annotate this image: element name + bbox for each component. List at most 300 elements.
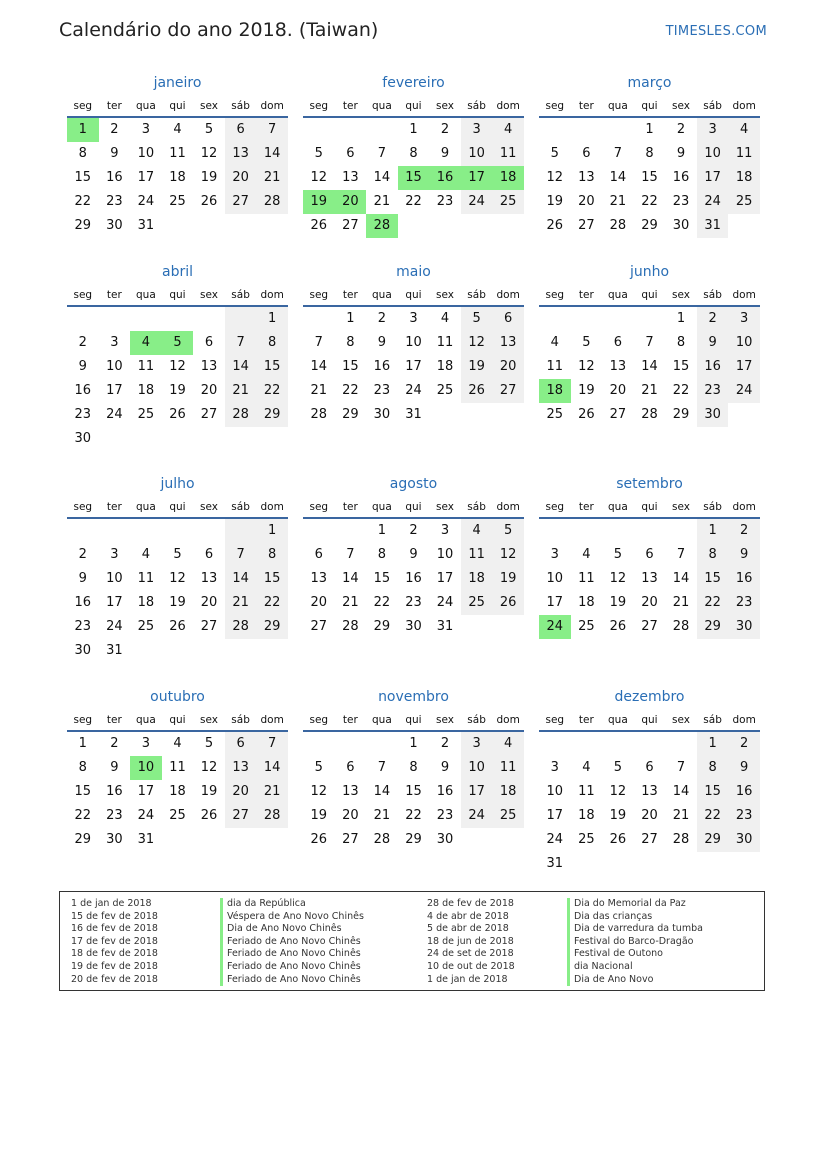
day-cell[interactable]: 11 — [169, 146, 186, 161]
day-cell[interactable]: 24 — [546, 832, 564, 847]
day-cell[interactable]: 4 — [728, 118, 760, 142]
day-cell[interactable]: 17 — [436, 571, 454, 586]
day-cell[interactable]: 4 — [461, 519, 493, 543]
day-cell[interactable]: 18 — [436, 359, 454, 374]
day-cell[interactable]: 23 — [373, 383, 391, 398]
day-cell[interactable]: 18 — [492, 780, 524, 804]
day-cell[interactable]: 13 — [641, 571, 658, 586]
day-cell[interactable]: 7 — [676, 760, 686, 775]
day-cell[interactable]: 2 — [728, 732, 760, 756]
day-cell[interactable]: 26 — [310, 832, 328, 847]
day-cell[interactable]: 9 — [110, 146, 119, 161]
day-cell[interactable]: 7 — [613, 146, 623, 161]
day-cell[interactable]: 12 — [200, 146, 218, 161]
day-cell[interactable]: 14 — [256, 142, 288, 166]
day-cell[interactable]: 12 — [578, 359, 595, 374]
day-cell[interactable]: 12 — [609, 784, 627, 799]
day-cell[interactable]: 17 — [546, 595, 564, 610]
day-cell[interactable]: 21 — [609, 194, 627, 209]
day-cell[interactable]: 27 — [641, 832, 658, 847]
day-cell[interactable]: 19 — [546, 194, 564, 209]
day-cell[interactable]: 3 — [461, 118, 493, 142]
day-cell[interactable]: 18 — [492, 166, 524, 190]
day-cell[interactable]: 21 — [641, 383, 658, 398]
day-cell[interactable]: 25 — [169, 194, 186, 209]
day-cell[interactable]: 26 — [609, 619, 627, 634]
day-cell[interactable]: 19 — [169, 383, 186, 398]
day-cell[interactable]: 22 — [672, 383, 690, 398]
day-cell[interactable]: 16 — [405, 571, 422, 586]
day-cell[interactable]: 20 — [342, 808, 359, 823]
day-cell[interactable]: 26 — [578, 407, 595, 422]
day-cell[interactable]: 5 — [204, 736, 214, 751]
day-cell[interactable]: 10 — [697, 142, 729, 166]
day-cell[interactable]: 15 — [74, 170, 92, 185]
day-cell[interactable]: 22 — [697, 804, 729, 828]
day-cell[interactable]: 13 — [641, 784, 658, 799]
day-cell[interactable]: 5 — [314, 146, 323, 161]
day-cell[interactable]: 22 — [256, 379, 288, 403]
day-cell[interactable]: 6 — [582, 146, 591, 161]
day-cell[interactable]: 11 — [461, 543, 493, 567]
day-cell[interactable]: 31 — [137, 832, 155, 847]
day-cell[interactable]: 26 — [200, 194, 218, 209]
day-cell[interactable]: 29 — [405, 832, 422, 847]
day-cell[interactable]: 20 — [310, 595, 328, 610]
day-cell[interactable]: 3 — [728, 307, 760, 331]
day-cell[interactable]: 25 — [546, 407, 564, 422]
day-cell[interactable]: 28 — [609, 218, 627, 233]
day-cell[interactable]: 16 — [728, 567, 760, 591]
day-cell[interactable]: 28 — [641, 407, 658, 422]
day-cell[interactable]: 15 — [74, 784, 92, 799]
day-cell[interactable]: 29 — [342, 407, 359, 422]
day-cell[interactable]: 6 — [225, 118, 257, 142]
day-cell[interactable]: 6 — [645, 547, 654, 562]
day-cell[interactable]: 13 — [310, 571, 328, 586]
day-cell[interactable]: 22 — [74, 194, 92, 209]
day-cell[interactable]: 1 — [409, 122, 418, 137]
day-cell[interactable]: 3 — [110, 547, 119, 562]
day-cell[interactable]: 4 — [130, 331, 162, 355]
day-cell[interactable]: 19 — [578, 383, 595, 398]
day-cell[interactable]: 30 — [672, 218, 690, 233]
day-cell[interactable]: 22 — [405, 808, 422, 823]
day-cell[interactable]: 2 — [409, 523, 418, 538]
day-cell[interactable]: 19 — [609, 595, 627, 610]
day-cell[interactable]: 27 — [225, 190, 257, 214]
day-cell[interactable]: 8 — [676, 335, 686, 350]
day-cell[interactable]: 30 — [405, 619, 422, 634]
day-cell[interactable]: 9 — [78, 571, 87, 586]
day-cell[interactable]: 23 — [436, 194, 454, 209]
day-cell[interactable]: 8 — [377, 547, 387, 562]
day-cell[interactable]: 3 — [550, 547, 559, 562]
day-cell[interactable]: 31 — [405, 407, 422, 422]
day-cell[interactable]: 27 — [641, 619, 658, 634]
day-cell[interactable]: 12 — [310, 170, 328, 185]
day-cell[interactable]: 16 — [697, 355, 729, 379]
day-cell[interactable]: 28 — [672, 619, 690, 634]
day-cell[interactable]: 7 — [314, 335, 323, 350]
day-cell[interactable]: 26 — [169, 407, 186, 422]
day-cell[interactable]: 25 — [728, 190, 760, 214]
day-cell[interactable]: 9 — [440, 760, 450, 775]
day-cell[interactable]: 7 — [256, 732, 288, 756]
day-cell[interactable]: 1 — [645, 122, 654, 137]
day-cell[interactable]: 22 — [373, 595, 391, 610]
day-cell[interactable]: 1 — [676, 311, 686, 326]
day-cell[interactable]: 9 — [78, 359, 87, 374]
day-cell[interactable]: 20 — [335, 190, 367, 214]
day-cell[interactable]: 26 — [609, 832, 627, 847]
day-cell[interactable]: 28 — [672, 832, 690, 847]
day-cell[interactable]: 31 — [106, 643, 123, 658]
day-cell[interactable]: 3 — [550, 760, 559, 775]
day-cell[interactable]: 29 — [256, 615, 288, 639]
day-cell[interactable]: 17 — [461, 780, 493, 804]
day-cell[interactable]: 13 — [609, 359, 627, 374]
day-cell[interactable]: 19 — [609, 808, 627, 823]
brand-link[interactable]: TIMESLES.COM — [665, 24, 767, 39]
day-cell[interactable]: 22 — [405, 194, 422, 209]
day-cell[interactable]: 4 — [141, 547, 151, 562]
day-cell[interactable]: 9 — [676, 146, 686, 161]
day-cell[interactable]: 7 — [676, 547, 686, 562]
day-cell[interactable]: 11 — [728, 142, 760, 166]
day-cell[interactable]: 7 — [225, 331, 257, 355]
day-cell[interactable]: 5 — [613, 547, 623, 562]
day-cell[interactable]: 16 — [74, 383, 92, 398]
day-cell[interactable]: 11 — [578, 784, 595, 799]
day-cell[interactable]: 20 — [492, 355, 524, 379]
day-cell[interactable]: 4 — [492, 118, 524, 142]
day-cell[interactable]: 2 — [110, 122, 119, 137]
day-cell[interactable]: 10 — [546, 784, 564, 799]
day-cell[interactable]: 29 — [74, 218, 92, 233]
day-cell[interactable]: 30 — [106, 218, 123, 233]
day-cell[interactable]: 3 — [440, 523, 450, 538]
day-cell[interactable]: 1 — [697, 732, 729, 756]
day-cell[interactable]: 11 — [436, 335, 454, 350]
day-cell[interactable]: 15 — [641, 170, 658, 185]
day-cell[interactable]: 2 — [377, 311, 387, 326]
day-cell[interactable]: 21 — [342, 595, 359, 610]
day-cell[interactable]: 20 — [578, 194, 595, 209]
day-cell[interactable]: 17 — [106, 595, 123, 610]
day-cell[interactable]: 1 — [78, 736, 87, 751]
day-cell[interactable]: 25 — [169, 808, 186, 823]
day-cell[interactable]: 14 — [641, 359, 658, 374]
day-cell[interactable]: 8 — [697, 756, 729, 780]
day-cell[interactable]: 3 — [697, 118, 729, 142]
day-cell[interactable]: 23 — [106, 194, 123, 209]
day-cell[interactable]: 2 — [110, 736, 119, 751]
day-cell[interactable]: 9 — [377, 335, 387, 350]
day-cell[interactable]: 20 — [641, 808, 658, 823]
day-cell[interactable]: 20 — [200, 383, 218, 398]
day-cell[interactable]: 13 — [200, 359, 218, 374]
day-cell[interactable]: 14 — [373, 170, 391, 185]
day-cell[interactable]: 24 — [728, 379, 760, 403]
day-cell[interactable]: 11 — [492, 756, 524, 780]
day-cell[interactable]: 23 — [672, 194, 690, 209]
day-cell[interactable]: 19 — [200, 784, 218, 799]
day-cell[interactable]: 24 — [436, 595, 454, 610]
day-cell[interactable]: 18 — [137, 383, 155, 398]
day-cell[interactable]: 6 — [346, 760, 355, 775]
day-cell[interactable]: 7 — [346, 547, 355, 562]
day-cell[interactable]: 30 — [728, 828, 760, 852]
day-cell[interactable]: 5 — [613, 760, 623, 775]
day-cell[interactable]: 14 — [342, 571, 359, 586]
day-cell[interactable]: 28 — [310, 407, 328, 422]
day-cell[interactable]: 26 — [200, 808, 218, 823]
day-cell[interactable]: 15 — [697, 567, 729, 591]
day-cell[interactable]: 21 — [373, 194, 391, 209]
day-cell[interactable]: 11 — [492, 142, 524, 166]
day-cell[interactable]: 4 — [492, 732, 524, 756]
day-cell[interactable]: 3 — [461, 732, 493, 756]
day-cell[interactable]: 18 — [169, 784, 186, 799]
day-cell[interactable]: 10 — [130, 756, 162, 780]
day-cell[interactable]: 23 — [405, 595, 422, 610]
day-cell[interactable]: 17 — [546, 808, 564, 823]
day-cell[interactable]: 19 — [461, 355, 493, 379]
day-cell[interactable]: 27 — [578, 218, 595, 233]
day-cell[interactable]: 18 — [461, 567, 493, 591]
day-cell[interactable]: 20 — [200, 595, 218, 610]
day-cell[interactable]: 30 — [106, 832, 123, 847]
day-cell[interactable]: 29 — [641, 218, 658, 233]
day-cell[interactable]: 17 — [106, 383, 123, 398]
day-cell[interactable]: 11 — [169, 760, 186, 775]
day-cell[interactable]: 9 — [697, 331, 729, 355]
day-cell[interactable]: 30 — [74, 431, 92, 446]
day-cell[interactable]: 21 — [373, 808, 391, 823]
day-cell[interactable]: 26 — [546, 218, 564, 233]
day-cell[interactable]: 2 — [440, 736, 450, 751]
day-cell[interactable]: 26 — [169, 619, 186, 634]
day-cell[interactable]: 1 — [256, 307, 288, 331]
day-cell[interactable]: 2 — [697, 307, 729, 331]
day-cell[interactable]: 12 — [200, 760, 218, 775]
day-cell[interactable]: 13 — [492, 331, 524, 355]
day-cell[interactable]: 10 — [728, 331, 760, 355]
day-cell[interactable]: 18 — [539, 379, 571, 403]
day-cell[interactable]: 19 — [169, 595, 186, 610]
day-cell[interactable]: 30 — [74, 643, 92, 658]
day-cell[interactable]: 15 — [373, 571, 391, 586]
day-cell[interactable]: 21 — [256, 166, 288, 190]
day-cell[interactable]: 11 — [137, 359, 155, 374]
day-cell[interactable]: 26 — [492, 591, 524, 615]
day-cell[interactable]: 8 — [78, 760, 87, 775]
day-cell[interactable]: 26 — [461, 379, 493, 403]
day-cell[interactable]: 6 — [204, 335, 214, 350]
day-cell[interactable]: 8 — [697, 543, 729, 567]
day-cell[interactable]: 16 — [106, 784, 123, 799]
day-cell[interactable]: 27 — [342, 832, 359, 847]
day-cell[interactable]: 20 — [225, 166, 257, 190]
day-cell[interactable]: 22 — [342, 383, 359, 398]
day-cell[interactable]: 12 — [546, 170, 564, 185]
day-cell[interactable]: 24 — [106, 619, 123, 634]
day-cell[interactable]: 20 — [641, 595, 658, 610]
day-cell[interactable]: 9 — [728, 756, 760, 780]
day-cell[interactable]: 6 — [492, 307, 524, 331]
day-cell[interactable]: 17 — [728, 355, 760, 379]
day-cell[interactable]: 28 — [225, 403, 257, 427]
day-cell[interactable]: 25 — [492, 190, 524, 214]
day-cell[interactable]: 15 — [398, 166, 430, 190]
day-cell[interactable]: 15 — [697, 780, 729, 804]
day-cell[interactable]: 8 — [645, 146, 654, 161]
day-cell[interactable]: 19 — [303, 190, 335, 214]
day-cell[interactable]: 12 — [169, 359, 186, 374]
day-cell[interactable]: 31 — [436, 619, 454, 634]
day-cell[interactable]: 28 — [256, 190, 288, 214]
day-cell[interactable]: 30 — [697, 403, 729, 427]
day-cell[interactable]: 7 — [225, 543, 257, 567]
day-cell[interactable]: 12 — [310, 784, 328, 799]
day-cell[interactable]: 31 — [137, 218, 155, 233]
day-cell[interactable]: 18 — [169, 170, 186, 185]
day-cell[interactable]: 1 — [67, 118, 99, 142]
day-cell[interactable]: 2 — [728, 519, 760, 543]
day-cell[interactable]: 5 — [582, 335, 591, 350]
day-cell[interactable]: 6 — [613, 335, 623, 350]
day-cell[interactable]: 4 — [550, 335, 559, 350]
day-cell[interactable]: 10 — [461, 142, 493, 166]
day-cell[interactable]: 13 — [342, 784, 359, 799]
day-cell[interactable]: 12 — [461, 331, 493, 355]
day-cell[interactable]: 11 — [578, 571, 595, 586]
day-cell[interactable]: 15 — [256, 567, 288, 591]
day-cell[interactable]: 23 — [106, 808, 123, 823]
day-cell[interactable]: 27 — [342, 218, 359, 233]
day-cell[interactable]: 11 — [546, 359, 564, 374]
day-cell[interactable]: 31 — [697, 214, 729, 238]
day-cell[interactable]: 23 — [728, 804, 760, 828]
day-cell[interactable]: 5 — [162, 331, 194, 355]
day-cell[interactable]: 3 — [409, 311, 418, 326]
day-cell[interactable]: 31 — [546, 856, 564, 871]
day-cell[interactable]: 1 — [256, 519, 288, 543]
day-cell[interactable]: 5 — [204, 122, 214, 137]
day-cell[interactable]: 15 — [342, 359, 359, 374]
day-cell[interactable]: 26 — [310, 218, 328, 233]
day-cell[interactable]: 29 — [672, 407, 690, 422]
day-cell[interactable]: 21 — [672, 808, 690, 823]
day-cell[interactable]: 5 — [492, 519, 524, 543]
day-cell[interactable]: 14 — [256, 756, 288, 780]
day-cell[interactable]: 28 — [225, 615, 257, 639]
day-cell[interactable]: 14 — [609, 170, 627, 185]
day-cell[interactable]: 15 — [672, 359, 690, 374]
day-cell[interactable]: 13 — [200, 571, 218, 586]
day-cell[interactable]: 20 — [225, 780, 257, 804]
day-cell[interactable]: 24 — [405, 383, 422, 398]
day-cell[interactable]: 2 — [78, 547, 87, 562]
day-cell[interactable]: 16 — [373, 359, 391, 374]
day-cell[interactable]: 21 — [225, 591, 257, 615]
day-cell[interactable]: 30 — [373, 407, 391, 422]
day-cell[interactable]: 29 — [697, 615, 729, 639]
day-cell[interactable]: 15 — [256, 355, 288, 379]
day-cell[interactable]: 18 — [578, 595, 595, 610]
day-cell[interactable]: 22 — [641, 194, 658, 209]
day-cell[interactable]: 24 — [461, 190, 493, 214]
day-cell[interactable]: 12 — [609, 571, 627, 586]
day-cell[interactable]: 23 — [74, 619, 92, 634]
day-cell[interactable]: 24 — [137, 194, 155, 209]
day-cell[interactable]: 21 — [672, 595, 690, 610]
day-cell[interactable]: 25 — [137, 407, 155, 422]
day-cell[interactable]: 27 — [492, 379, 524, 403]
day-cell[interactable]: 8 — [256, 543, 288, 567]
day-cell[interactable]: 24 — [106, 407, 123, 422]
day-cell[interactable]: 4 — [173, 122, 182, 137]
day-cell[interactable]: 29 — [74, 832, 92, 847]
day-cell[interactable]: 9 — [728, 543, 760, 567]
day-cell[interactable]: 17 — [137, 170, 155, 185]
day-cell[interactable]: 30 — [436, 832, 454, 847]
day-cell[interactable]: 19 — [310, 808, 328, 823]
day-cell[interactable]: 11 — [137, 571, 155, 586]
day-cell[interactable]: 16 — [436, 784, 454, 799]
day-cell[interactable]: 28 — [342, 619, 359, 634]
day-cell[interactable]: 14 — [373, 784, 391, 799]
day-cell[interactable]: 10 — [546, 571, 564, 586]
day-cell[interactable]: 24 — [461, 804, 493, 828]
day-cell[interactable]: 8 — [78, 146, 87, 161]
day-cell[interactable]: 16 — [106, 170, 123, 185]
day-cell[interactable]: 14 — [672, 571, 690, 586]
day-cell[interactable]: 17 — [405, 359, 422, 374]
day-cell[interactable]: 8 — [256, 331, 288, 355]
day-cell[interactable]: 13 — [342, 170, 359, 185]
day-cell[interactable]: 9 — [110, 760, 119, 775]
day-cell[interactable]: 10 — [461, 756, 493, 780]
day-cell[interactable]: 22 — [256, 591, 288, 615]
day-cell[interactable]: 23 — [436, 808, 454, 823]
day-cell[interactable]: 2 — [676, 122, 686, 137]
day-cell[interactable]: 25 — [578, 832, 595, 847]
day-cell[interactable]: 17 — [137, 784, 155, 799]
day-cell[interactable]: 6 — [314, 547, 323, 562]
day-cell[interactable]: 4 — [582, 760, 591, 775]
day-cell[interactable]: 18 — [137, 595, 155, 610]
day-cell[interactable]: 14 — [672, 784, 690, 799]
day-cell[interactable]: 27 — [609, 407, 627, 422]
day-cell[interactable]: 21 — [310, 383, 328, 398]
day-cell[interactable]: 19 — [492, 567, 524, 591]
day-cell[interactable]: 1 — [377, 523, 387, 538]
day-cell[interactable]: 25 — [137, 619, 155, 634]
day-cell[interactable]: 21 — [256, 780, 288, 804]
day-cell[interactable]: 7 — [377, 146, 387, 161]
day-cell[interactable]: 6 — [645, 760, 654, 775]
day-cell[interactable]: 23 — [697, 379, 729, 403]
day-cell[interactable]: 23 — [728, 591, 760, 615]
day-cell[interactable]: 7 — [645, 335, 654, 350]
day-cell[interactable]: 25 — [461, 591, 493, 615]
day-cell[interactable]: 8 — [346, 335, 355, 350]
day-cell[interactable]: 3 — [141, 122, 151, 137]
day-cell[interactable]: 17 — [461, 166, 493, 190]
day-cell[interactable]: 29 — [697, 828, 729, 852]
